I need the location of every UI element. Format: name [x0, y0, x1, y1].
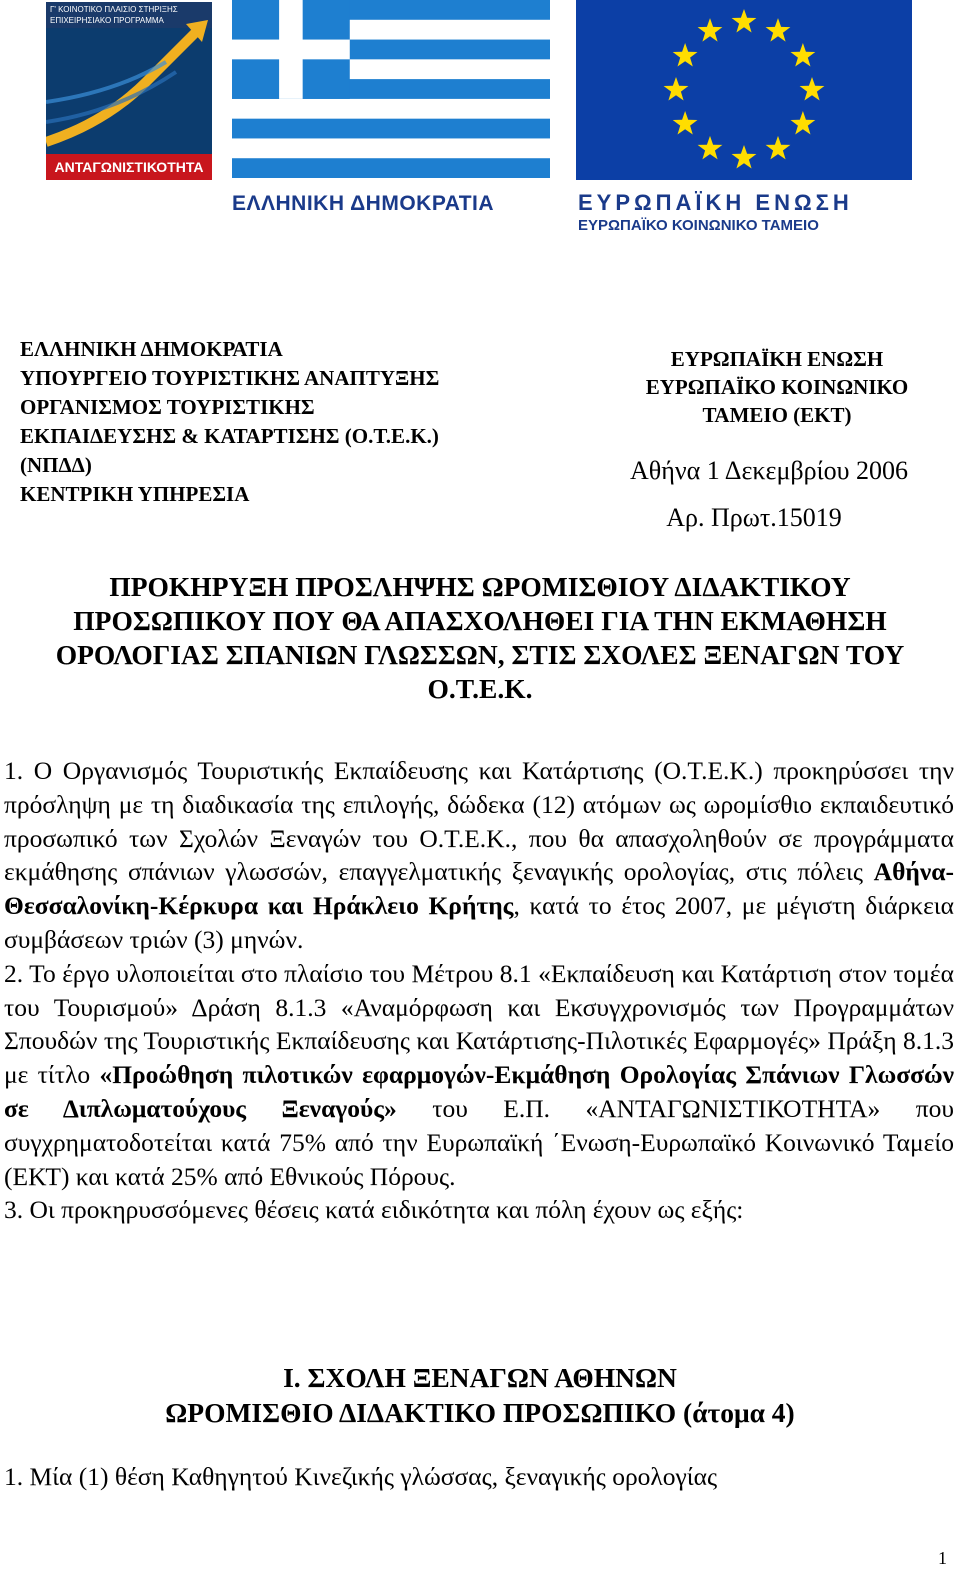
paragraph-2-text: 2. Το έργο υλοποιείται στο πλαίσιο του Μέτρου 8.1 «Εκπαίδευση και Κατάρτιση στον τομέα του Τουρισμού» Δράση 8.1.3 «Αναμόρφωση και Εκσυγχρονισμός των Προγραμμάτων Σπουδών της Τουριστικής Εκπαίδευσης και Κατάρτισης-Πιλοτικές Εφαρμογές» Πράξη 8.1.3 με τίτλο — [4, 958, 954, 1090]
greek-flag-icon — [232, 0, 550, 178]
eu-fund-block: ΕΥΡΩΠΑΪΚΗ ΕΝΩΣΗ ΕΥΡΩΠΑΪΚΟ ΚΟΙΝΩΝΙΚΟ ΤΑΜΕΙΟ (ΕΚΤ) — [645, 347, 909, 427]
eu-subcaption: ΕΥΡΩΠΑΪΚΟ ΚΟΙΝΩΝΙΚΟ ΤΑΜΕΙΟ — [578, 217, 819, 234]
paragraph-3: 3. Οι προκηρυσσόμενες θέσεις κατά ειδικότητα και πόλη έχουν ως εξής: — [4, 1195, 744, 1225]
antagonistikotita-logo — [46, 2, 212, 180]
eu-caption: ΕΥΡΩΠΑΪΚΗ ΕΝΩΣΗ — [578, 190, 853, 215]
eu-flag-icon — [576, 0, 912, 180]
greece-caption: ΕΛΛΗΝΙΚΗ ΔΗΜΟΚΡΑΤΙΑ — [232, 192, 495, 215]
issuer-block: ΕΛΛΗΝΙΚΗ ΔΗΜΟΚΡΑΤΙΑ ΥΠΟΥΡΓΕΙΟ ΤΟΥΡΙΣΤΙΚΗΣ ΑΝΑΠΤΥΞΗΣ ΟΡΓΑΝΙΣΜΟΣ ΤΟΥΡΙΣΤΙΚΗΣ ΕΚΠΑΙΔΕΥΣΗΣ & ΚΑΤΑΡΤΙΣΗΣ (Ο.Τ.Ε.Κ.) (ΝΠΔΔ) ΚΕΝΤΡΙΚΗ ΥΠΗΡΕΣΙΑ — [20, 337, 440, 506]
document-date: Αθήνα 1 Δεκεμβρίου 2006 — [630, 456, 908, 485]
list-item: 1. Μία (1) θέση Καθηγητού Κινεζικής γλώσσας, ξεναγικής ορολογίας — [4, 1462, 718, 1491]
section-heading: Ι. ΣΧΟΛΗ ΞΕΝΑΓΩΝ ΑΘΗΝΩΝ ΩΡΟΜΙΣΘΙΟ ΔΙΔΑΚΤΙΚΟ ΠΡΟΣΩΠΙΚΟ (άτομα 4) — [165, 1362, 795, 1428]
ops-name: ΑΝΤΑΓΩΝΙΣΤΙΚΟΤΗΤΑ — [46, 154, 212, 180]
paragraph-1-end: , κατά το έτος 2007, με μέγιστη διάρκεια συμβάσεων τριών (3) μηνών. — [4, 891, 954, 954]
project-title-bold: «Προώθηση πιλοτικών εφαρμογών-Εκμάθηση Ορολογίας Σπάνιων Γλωσσών σε Διπλωματούχους Ξεναγούς» — [4, 1060, 954, 1123]
ops-caption: Γ' ΚΟΙΝΟΤΙΚΟ ΠΛΑΙΣΙΟ ΣΤΗΡΙΞΗΣ ΕΠΙΧΕΙΡΗΣΙΑΚΟ ΠΡΟΓΡΑΜΜΑ — [46, 2, 212, 28]
paragraph-1 — [4, 754, 954, 957]
paragraph-2 — [4, 957, 954, 1194]
page-number: 1 — [938, 1548, 947, 1568]
document-title: ΠΡΟΚΗΡΥΞΗ ΠΡΟΣΛΗΨΗΣ ΩΡΟΜΙΣΘΙΟΥ ΔΙΔΑΚΤΙΚΟΥ ΠΡΟΣΩΠΙΚΟΥ ΠΟΥ ΘΑ ΑΠΑΣΧΟΛΗΘΕΙ ΓΙΑ ΤΗΝ ΕΚΜΑΘΗΣΗ ΟΡΟΛΟΓΙΑΣ ΣΠΑΝΙΩΝ ΓΛΩΣΣΩΝ, ΣΤΙΣ ΣΧΟΛΕΣ ΞΕΝΑΓΩΝ ΤΟΥ Ο.Τ.Ε.Κ. — [55, 571, 905, 704]
cities-bold: Αθήνα-Θεσσαλονίκη-Κέρκυρα και Ηράκλειο Κρήτης — [4, 857, 954, 921]
protocol-number: Αρ. Πρωτ.15019 — [666, 503, 842, 532]
paragraph-2-end: του Ε.Π. «ΑΝΤΑΓΩΝΙΣΤΙΚΟΤΗΤΑ» που συγχρηματοδοτείται κατά 75% από την Ευρωπαϊκή ΄Ενωση-Ευρωπαϊκό Κοινωνικό Ταμείο (ΕΚΤ) και κατά 25% από Εθνικούς Πόρους. — [4, 1093, 954, 1191]
paragraph-1-text: 1. Ο Οργανισμός Τουριστικής Εκπαίδευσης και Κατάρτισης (Ο.Τ.Ε.Κ.) προκηρύσσει την πρόσληψη με τη διαδικασία της επιλογής, δώδεκα (12) ατόμων ως ωρομίσθιο εκπαιδευτικό προσωπικό των Σχολών Ξεναγών του Ο.Τ.Ε.Κ., που θα απασχοληθούν σε προγράμματα εκμάθησης σπάνιων γλωσσών, επαγγελματικής ξεναγικής ορολογίας, στις πόλεις — [4, 756, 954, 887]
document-body — [4, 754, 954, 1227]
